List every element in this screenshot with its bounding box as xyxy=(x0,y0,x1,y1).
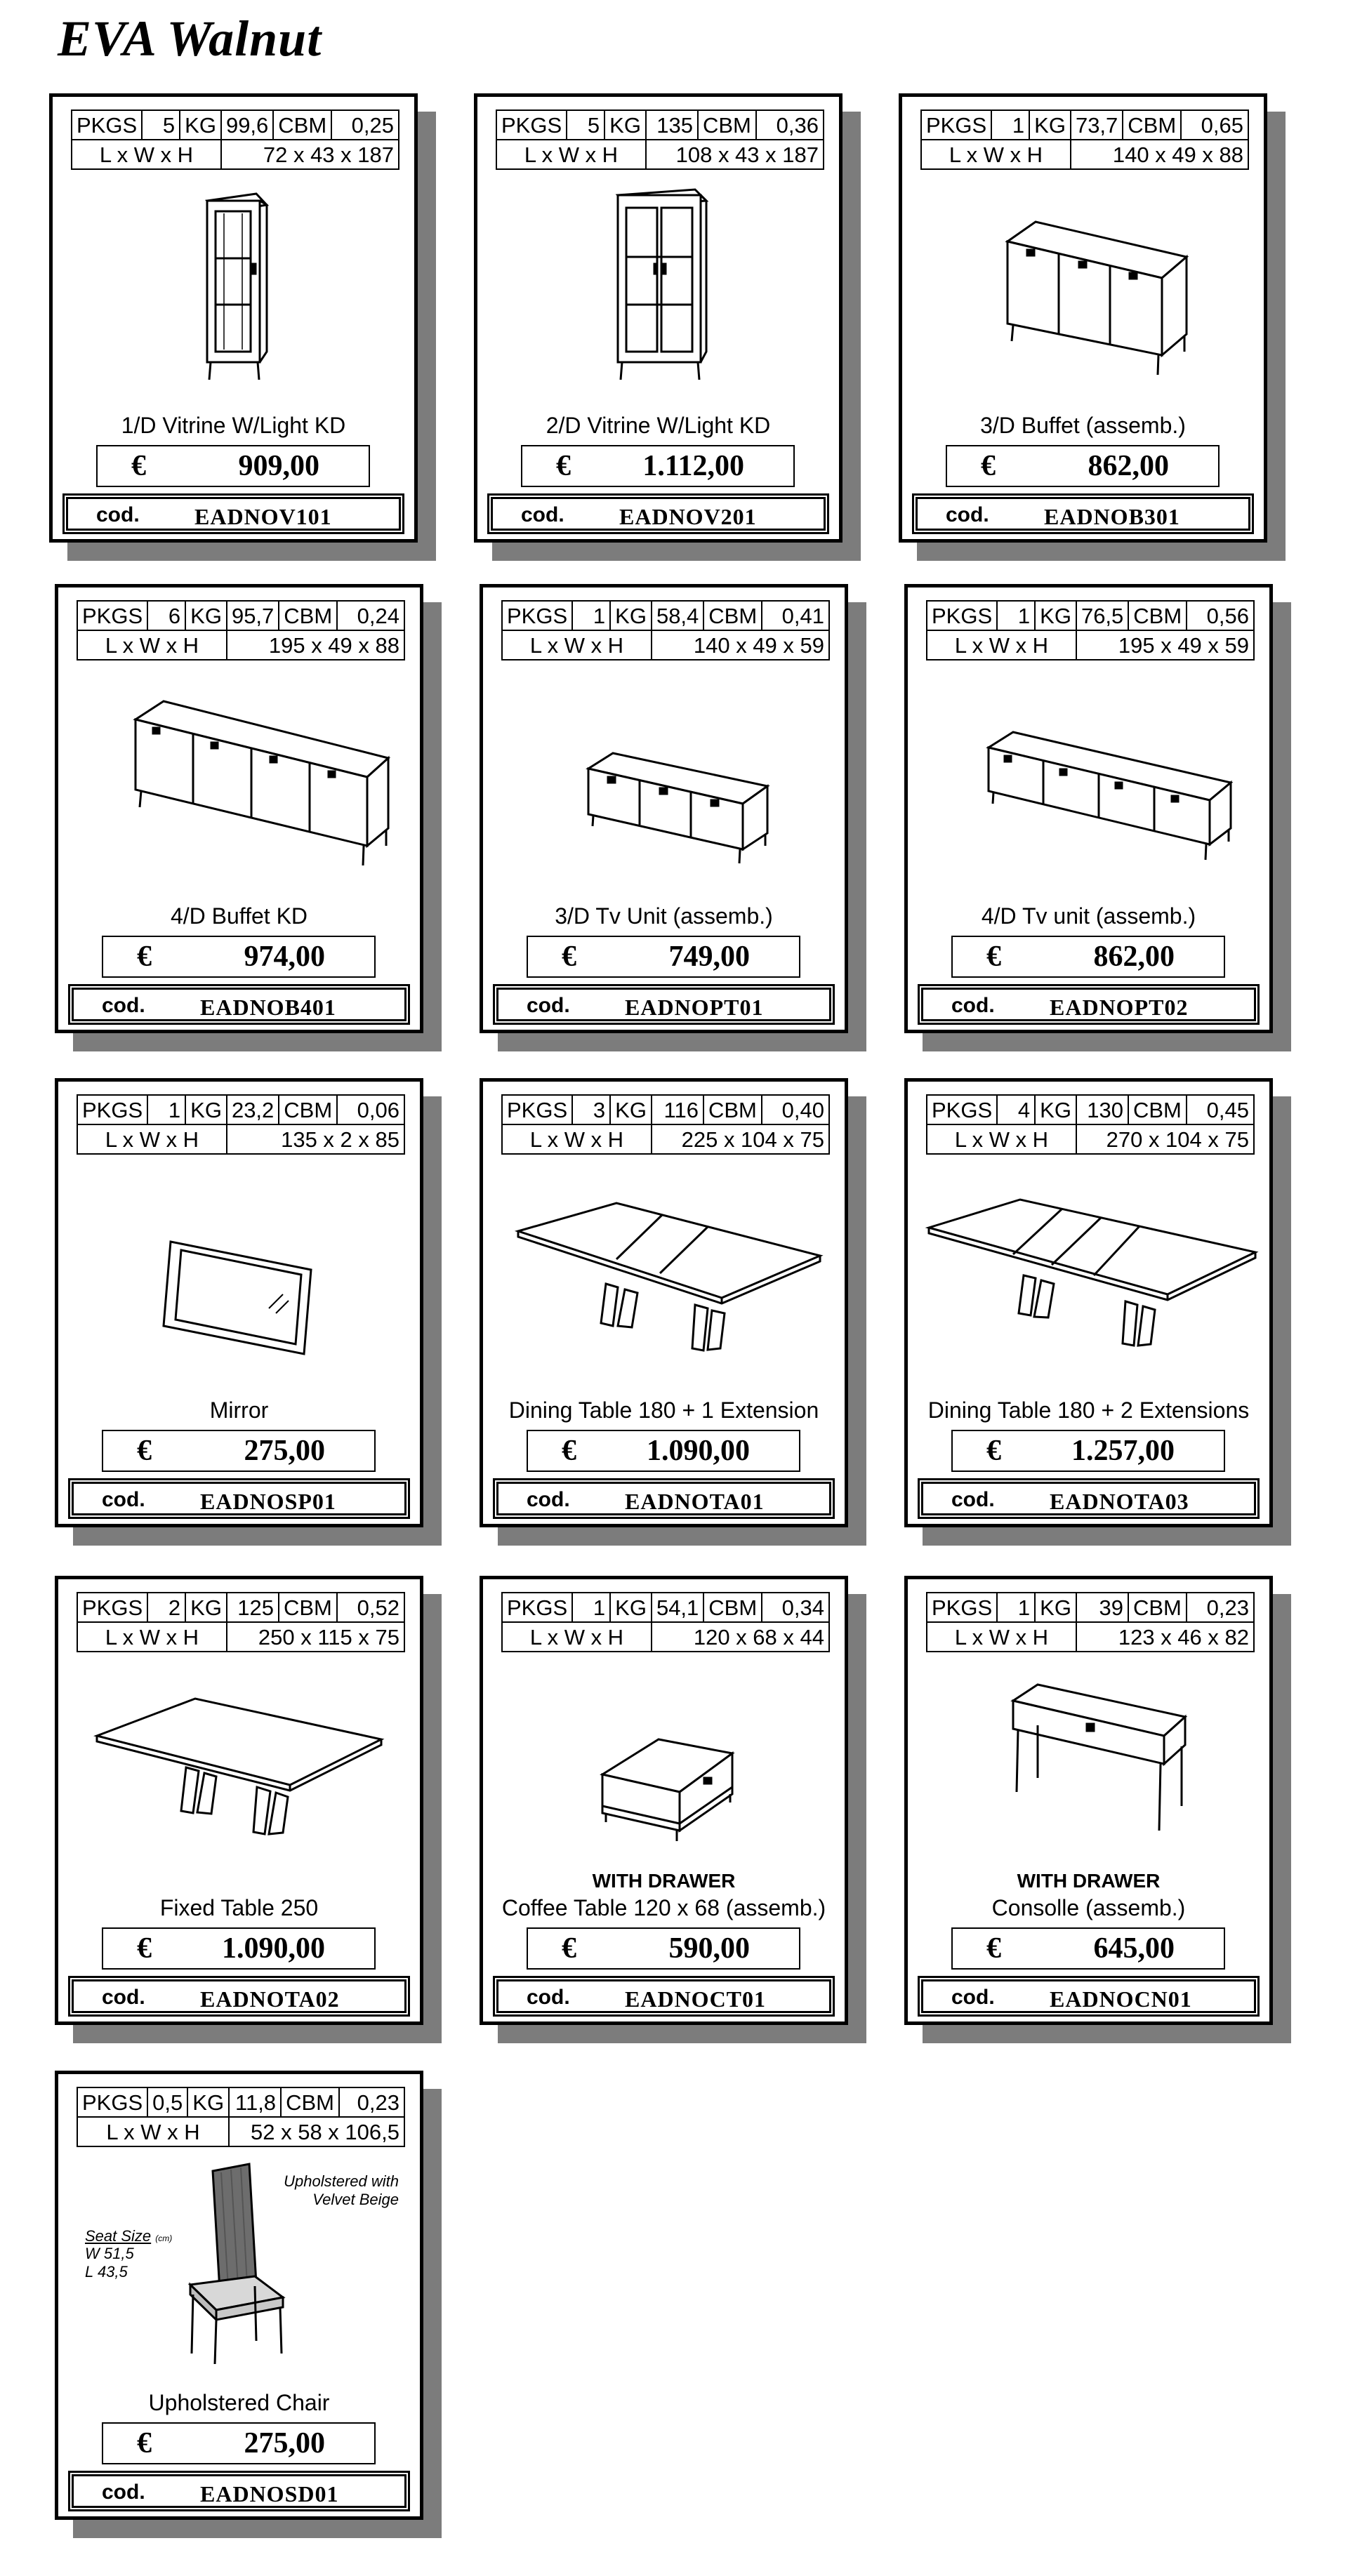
pkgs-label: PKGS xyxy=(502,601,572,630)
tv-unit-3d-icon xyxy=(497,670,838,881)
dims-value: 123 x 46 x 82 xyxy=(1076,1622,1254,1652)
kg-value: 116 xyxy=(652,1095,703,1124)
cbm-value: 0,23 xyxy=(1187,1593,1254,1622)
price-value: 1.090,00 xyxy=(222,1932,325,1965)
euro-sign: € xyxy=(137,1932,152,1965)
price-value: 1.112,00 xyxy=(642,450,744,482)
kg-label: KG xyxy=(1035,1593,1076,1622)
cod-label: cod. xyxy=(946,503,989,526)
vitrine-2d-icon xyxy=(491,180,832,390)
cbm-label: CBM xyxy=(279,1593,337,1622)
price-value: 1.090,00 xyxy=(647,1435,750,1467)
product-card xyxy=(904,1078,1273,1527)
dims-value: 135 x 2 x 85 xyxy=(227,1124,404,1154)
product-code: EADNOTA02 xyxy=(200,1986,340,2012)
upholstery-note xyxy=(230,2172,399,2210)
product-card xyxy=(904,1576,1273,2025)
cod-label: cod. xyxy=(521,503,564,526)
price-box xyxy=(951,936,1225,978)
pkgs-value: 1 xyxy=(572,1593,610,1622)
dims-label: L x W x H xyxy=(927,1124,1076,1154)
product-code: EADNOPT01 xyxy=(625,995,764,1020)
code-box xyxy=(912,493,1254,534)
product-card xyxy=(55,584,423,1033)
seat-width: W 51,5 xyxy=(85,2245,134,2263)
product-name: 3/D Tv Unit (assemb.) xyxy=(555,903,773,929)
pkgs-value: 5 xyxy=(567,110,604,140)
product-name: Mirror xyxy=(209,1397,269,1423)
cbm-value: 0,06 xyxy=(337,1095,404,1124)
cbm-label: CBM xyxy=(698,110,756,140)
euro-sign: € xyxy=(556,450,571,482)
kg-value: 11,8 xyxy=(229,2087,281,2117)
product-code: EADNOB301 xyxy=(1044,504,1180,529)
price-box xyxy=(96,445,370,487)
euro-sign: € xyxy=(986,941,1001,973)
dims-label: L x W x H xyxy=(502,1124,652,1154)
product-name: 3/D Buffet (assemb.) xyxy=(980,413,1186,438)
euro-sign: € xyxy=(986,1435,1001,1467)
product-name: Dining Table 180 + 2 Extensions xyxy=(927,1397,1250,1423)
dims-value: 195 x 49 x 59 xyxy=(1076,630,1254,660)
euro-sign: € xyxy=(137,941,152,973)
kg-value: 54,1 xyxy=(652,1593,703,1622)
product-card xyxy=(904,584,1273,1033)
pkgs-label: PKGS xyxy=(502,1593,572,1622)
kg-label: KG xyxy=(610,1593,652,1622)
cod-label: cod. xyxy=(527,1488,570,1511)
dims-label: L x W x H xyxy=(77,1124,227,1154)
product-card xyxy=(55,2071,423,2520)
price-value: 645,00 xyxy=(1093,1932,1175,1965)
cod-label: cod. xyxy=(102,1488,145,1511)
product-name: Fixed Table 250 xyxy=(159,1895,319,1920)
euro-sign: € xyxy=(562,1435,576,1467)
product-name: Upholstered Chair xyxy=(148,2390,330,2415)
pkgs-value: 1 xyxy=(572,601,610,630)
cbm-label: CBM xyxy=(1128,601,1187,630)
specs-table xyxy=(77,1592,405,1652)
specs-table xyxy=(77,600,405,660)
price-value: 1.257,00 xyxy=(1071,1435,1175,1467)
cbm-value: 0,40 xyxy=(762,1095,829,1124)
dims-value: 195 x 49 x 88 xyxy=(227,630,404,660)
dims-label: L x W x H xyxy=(72,140,221,169)
kg-value: 99,6 xyxy=(221,110,273,140)
pkgs-value: 5 xyxy=(142,110,180,140)
cbm-value: 0,25 xyxy=(331,110,399,140)
code-box xyxy=(62,493,404,534)
dims-label: L x W x H xyxy=(502,1622,652,1652)
seat-size-note xyxy=(85,2227,172,2280)
mirror-icon xyxy=(72,1164,413,1375)
cbm-value: 0,34 xyxy=(762,1593,829,1622)
product-name: Dining Table 180 + 1 Extension xyxy=(508,1397,819,1423)
product-code: EADNOV101 xyxy=(194,504,332,529)
cod-label: cod. xyxy=(527,994,570,1017)
kg-label: KG xyxy=(185,1593,227,1622)
coffee-table-icon xyxy=(497,1662,838,1873)
product-card xyxy=(474,93,842,543)
dims-value: 225 x 104 x 75 xyxy=(652,1124,829,1154)
cbm-value: 0,45 xyxy=(1187,1095,1254,1124)
specs-table xyxy=(926,1592,1255,1652)
dims-label: L x W x H xyxy=(927,630,1076,660)
dining-table-1ext-icon xyxy=(497,1164,838,1375)
upholstery-line: Velvet Beige xyxy=(312,2191,399,2209)
kg-value: 39 xyxy=(1076,1593,1128,1622)
price-value: 974,00 xyxy=(244,941,325,973)
cbm-value: 0,52 xyxy=(337,1593,404,1622)
code-box xyxy=(493,1976,835,2017)
dims-value: 140 x 49 x 59 xyxy=(652,630,829,660)
price-value: 275,00 xyxy=(244,1435,325,1467)
specs-table xyxy=(501,1592,830,1652)
price-box xyxy=(102,936,376,978)
pkgs-label: PKGS xyxy=(77,1095,147,1124)
price-value: 862,00 xyxy=(1088,450,1169,482)
dims-value: 52 x 58 x 106,5 xyxy=(229,2117,404,2146)
pkgs-label: PKGS xyxy=(72,110,142,140)
pkgs-label: PKGS xyxy=(496,110,567,140)
product-card xyxy=(55,1576,423,2025)
code-box xyxy=(918,1976,1260,2017)
dims-value: 270 x 104 x 75 xyxy=(1076,1124,1254,1154)
cbm-value: 0,65 xyxy=(1181,110,1248,140)
seat-size-unit: (cm) xyxy=(155,2233,173,2243)
code-box xyxy=(493,984,835,1025)
specs-table xyxy=(77,2087,405,2147)
product-name: 4/D Buffet KD xyxy=(170,903,308,929)
price-box xyxy=(102,1927,376,1970)
product-name: 4/D Tv unit (assemb.) xyxy=(981,903,1196,929)
product-code: EADNOTA01 xyxy=(625,1489,765,1514)
cbm-label: CBM xyxy=(1128,1095,1187,1124)
product-card xyxy=(480,584,848,1033)
cbm-label: CBM xyxy=(703,601,762,630)
dining-table-2ext-icon xyxy=(922,1164,1262,1375)
product-card xyxy=(899,93,1267,543)
dims-label: L x W x H xyxy=(77,2117,229,2146)
specs-table xyxy=(926,600,1255,660)
product-code: EADNOCN01 xyxy=(1050,1986,1192,2012)
dims-label: L x W x H xyxy=(77,630,227,660)
pkgs-value: 4 xyxy=(997,1095,1035,1124)
cbm-label: CBM xyxy=(1123,110,1181,140)
pkgs-value: 1 xyxy=(147,1095,185,1124)
page-title: EVA Walnut xyxy=(58,11,322,67)
product-card xyxy=(55,1078,423,1527)
cbm-value: 0,41 xyxy=(762,601,829,630)
pkgs-label: PKGS xyxy=(77,1593,147,1622)
product-name: 1/D Vitrine W/Light KD xyxy=(121,413,346,438)
cod-label: cod. xyxy=(951,1488,995,1511)
kg-value: 73,7 xyxy=(1071,110,1123,140)
kg-value: 125 xyxy=(227,1593,279,1622)
cod-label: cod. xyxy=(951,1986,995,2009)
dims-label: L x W x H xyxy=(496,140,646,169)
pkgs-value: 1 xyxy=(997,1593,1035,1622)
specs-table xyxy=(501,600,830,660)
code-box xyxy=(918,984,1260,1025)
dims-label: L x W x H xyxy=(921,140,1071,169)
cod-label: cod. xyxy=(96,503,140,526)
dims-value: 140 x 49 x 88 xyxy=(1071,140,1248,169)
product-code: EADNOSD01 xyxy=(200,2481,339,2507)
cbm-label: CBM xyxy=(1128,1593,1187,1622)
pkgs-label: PKGS xyxy=(921,110,991,140)
cod-label: cod. xyxy=(102,994,145,1017)
cbm-value: 0,23 xyxy=(339,2087,404,2117)
code-box xyxy=(493,1478,835,1519)
pkgs-label: PKGS xyxy=(927,1095,997,1124)
pkgs-label: PKGS xyxy=(502,1095,572,1124)
kg-label: KG xyxy=(1035,601,1076,630)
kg-label: KG xyxy=(610,1095,652,1124)
specs-table xyxy=(501,1094,830,1155)
kg-label: KG xyxy=(604,110,646,140)
price-box xyxy=(946,445,1220,487)
specs-table xyxy=(920,109,1249,170)
cbm-label: CBM xyxy=(703,1593,762,1622)
pkgs-label: PKGS xyxy=(77,601,147,630)
dims-label: L x W x H xyxy=(502,630,652,660)
pkgs-label: PKGS xyxy=(77,2087,147,2117)
drawer-note: WITH DRAWER xyxy=(592,1870,736,1892)
seat-size-title: Seat Size xyxy=(85,2227,152,2245)
drawer-note: WITH DRAWER xyxy=(1017,1870,1161,1892)
product-card xyxy=(480,1576,848,2025)
euro-sign: € xyxy=(981,450,996,482)
price-box xyxy=(102,2422,376,2464)
product-code: EADNOSP01 xyxy=(200,1489,336,1514)
code-box xyxy=(68,1478,410,1519)
cbm-label: CBM xyxy=(273,110,331,140)
cod-label: cod. xyxy=(102,2481,145,2504)
price-box xyxy=(521,445,795,487)
code-box xyxy=(68,2471,410,2511)
euro-sign: € xyxy=(986,1932,1001,1965)
specs-table xyxy=(926,1094,1255,1155)
cod-label: cod. xyxy=(527,1986,570,2009)
product-code: EADNOPT02 xyxy=(1050,995,1189,1020)
code-box xyxy=(68,1976,410,2017)
code-box xyxy=(487,493,829,534)
cbm-value: 0,24 xyxy=(337,601,404,630)
price-box xyxy=(102,1430,376,1472)
fixed-table-icon xyxy=(72,1662,413,1873)
product-code: EADNOTA03 xyxy=(1050,1489,1189,1514)
cod-label: cod. xyxy=(951,994,995,1017)
pkgs-value: 1 xyxy=(991,110,1029,140)
product-card xyxy=(49,93,418,543)
kg-value: 95,7 xyxy=(227,601,279,630)
price-box xyxy=(527,1927,800,1970)
price-value: 909,00 xyxy=(238,450,319,482)
buffet-4d-icon xyxy=(72,670,413,881)
kg-value: 130 xyxy=(1076,1095,1128,1124)
kg-value: 58,4 xyxy=(652,601,703,630)
euro-sign: € xyxy=(137,2427,152,2459)
dims-value: 250 x 115 x 75 xyxy=(227,1622,404,1652)
cbm-value: 0,56 xyxy=(1187,601,1254,630)
pkgs-value: 2 xyxy=(147,1593,185,1622)
kg-label: KG xyxy=(185,1095,227,1124)
kg-label: KG xyxy=(610,601,652,630)
cbm-label: CBM xyxy=(703,1095,762,1124)
consolle-icon xyxy=(922,1662,1262,1873)
product-card xyxy=(480,1078,848,1527)
cbm-label: CBM xyxy=(279,1095,337,1124)
kg-value: 23,2 xyxy=(227,1095,279,1124)
seat-length: L 43,5 xyxy=(85,2262,128,2280)
euro-sign: € xyxy=(131,450,146,482)
product-name: Consolle (assemb.) xyxy=(991,1895,1186,1920)
price-box xyxy=(527,936,800,978)
price-box xyxy=(527,1430,800,1472)
kg-value: 135 xyxy=(646,110,698,140)
price-value: 862,00 xyxy=(1093,941,1175,973)
pkgs-value: 6 xyxy=(147,601,185,630)
code-box xyxy=(68,984,410,1025)
kg-label: KG xyxy=(185,601,227,630)
pkgs-label: PKGS xyxy=(927,601,997,630)
dims-value: 72 x 43 x 187 xyxy=(221,140,399,169)
cbm-label: CBM xyxy=(281,2087,339,2117)
cod-label: cod. xyxy=(102,1986,145,2009)
pkgs-value: 0,5 xyxy=(147,2087,187,2117)
price-box xyxy=(951,1927,1225,1970)
kg-value: 76,5 xyxy=(1076,601,1128,630)
pkgs-label: PKGS xyxy=(927,1593,997,1622)
dims-value: 120 x 68 x 44 xyxy=(652,1622,829,1652)
kg-label: KG xyxy=(180,110,221,140)
product-code: EADNOB401 xyxy=(200,995,336,1020)
price-value: 590,00 xyxy=(668,1932,750,1965)
upholstery-line: Upholstered with xyxy=(284,2172,399,2190)
kg-label: KG xyxy=(187,2087,229,2117)
tv-unit-4d-icon xyxy=(922,670,1262,881)
cbm-label: CBM xyxy=(279,601,337,630)
specs-table xyxy=(496,109,824,170)
price-value: 275,00 xyxy=(244,2427,325,2459)
code-box xyxy=(918,1478,1260,1519)
product-name: 2/D Vitrine W/Light KD xyxy=(546,413,771,438)
cbm-value: 0,36 xyxy=(756,110,824,140)
product-code: EADNOV201 xyxy=(619,504,757,529)
price-box xyxy=(951,1430,1225,1472)
kg-label: KG xyxy=(1035,1095,1076,1124)
dims-label: L x W x H xyxy=(927,1622,1076,1652)
euro-sign: € xyxy=(137,1435,152,1467)
price-value: 749,00 xyxy=(668,941,750,973)
euro-sign: € xyxy=(562,941,576,973)
specs-table xyxy=(71,109,399,170)
vitrine-1d-icon xyxy=(67,180,407,390)
pkgs-value: 3 xyxy=(572,1095,610,1124)
product-name: Coffee Table 120 x 68 (assemb.) xyxy=(501,1895,826,1920)
dims-label: L x W x H xyxy=(77,1622,227,1652)
specs-table xyxy=(77,1094,405,1155)
pkgs-value: 1 xyxy=(997,601,1035,630)
kg-label: KG xyxy=(1029,110,1071,140)
dims-value: 108 x 43 x 187 xyxy=(646,140,824,169)
euro-sign: € xyxy=(562,1932,576,1965)
product-code: EADNOCT01 xyxy=(625,1986,767,2012)
buffet-3d-icon xyxy=(916,180,1257,390)
